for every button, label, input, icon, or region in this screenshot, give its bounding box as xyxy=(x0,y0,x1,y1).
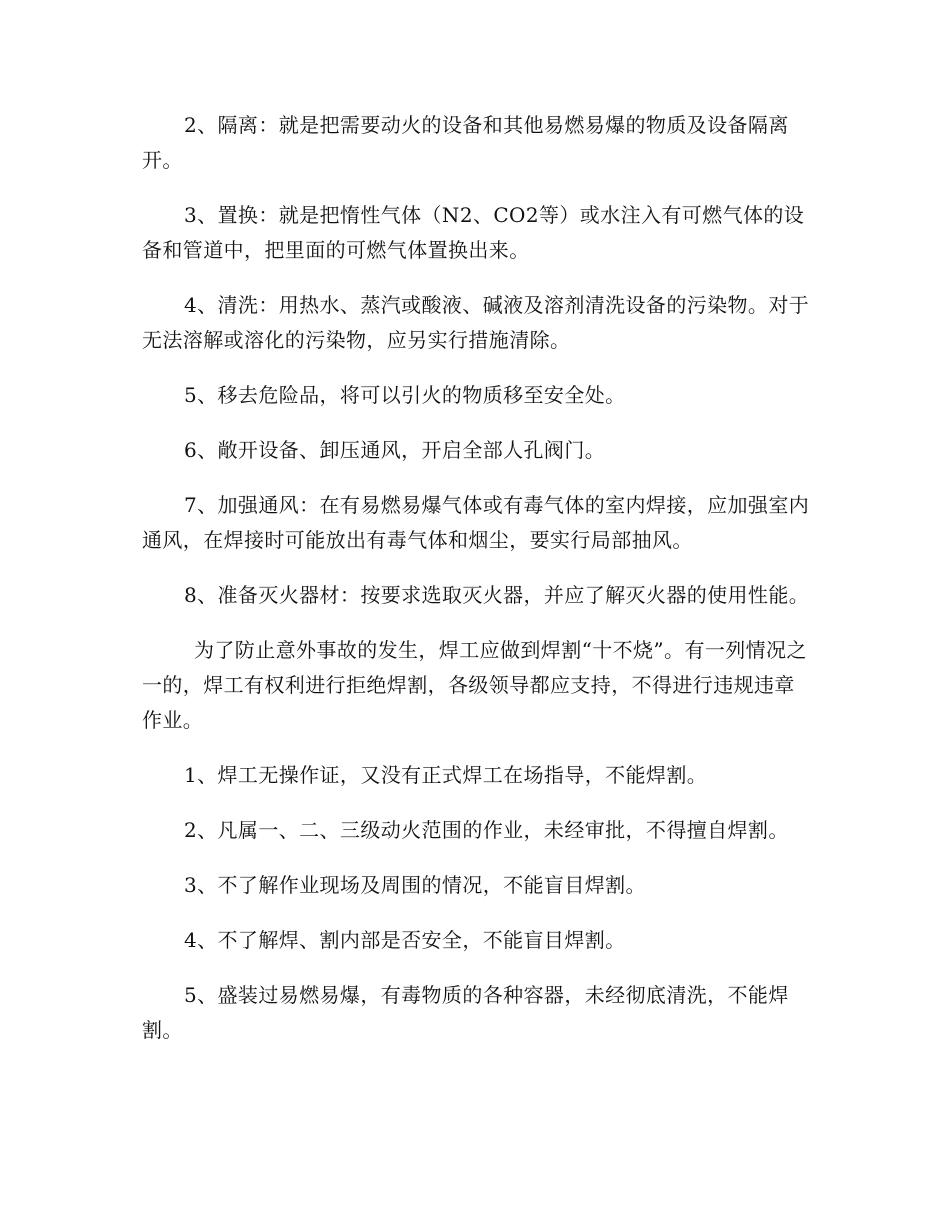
paragraph-isolation: 2、隔离：就是把需要动火的设备和其他易燃易爆的物质及设备隔离开。 xyxy=(142,113,789,172)
document-body xyxy=(142,108,810,1068)
paragraph-rule-4: 4、不了解焊、割内部是否安全，不能盲目焊割。 xyxy=(184,928,626,952)
paragraph-cleaning: 4、清洗：用热水、蒸汽或酸液、碱液及溶剂清洗设备的污染物。对于无法溶解或溶化的污染物，应另实行措施清除。 xyxy=(142,293,810,352)
paragraph-replacement: 3、置换：就是把惰性气体（N2、CO2等）或水注入有可燃气体的设备和管道中，把里面的可燃气体置换出来。 xyxy=(142,203,805,262)
paragraph-rule-1: 1、焊工无操作证，又没有正式焊工在场指导，不能焊割。 xyxy=(184,763,708,787)
paragraph-rule-3: 3、不了解作业现场及周围的情况，不能盲目焊割。 xyxy=(184,873,646,897)
paragraph-fire-equipment: 8、准备灭火器材：按要求选取灭火器，并应了解灭火器的使用性能。 xyxy=(184,583,810,607)
paragraph-remove-hazards: 5、移去危险品，将可以引火的物质移至安全处。 xyxy=(184,383,626,407)
paragraph-rule-5: 5、盛装过易燃易爆，有毒物质的各种容器，未经彻底清洗，不能焊割。 xyxy=(142,983,789,1042)
paragraph-ten-no-burn-intro: 为了防止意外事故的发生，焊工应做到焊割“十不烧”。有一列情况之一的，焊工有权利进行拒绝焊割，各级领导都应支持，不得进行违规违章作业。 xyxy=(142,638,807,732)
paragraph-rule-2: 2、凡属一、二、三级动火范围的作业，未经审批，不得擅自焊割。 xyxy=(184,818,789,842)
paragraph-ventilation: 7、加强通风：在有易燃易爆气体或有毒气体的室内焊接，应加强室内通风，在焊接时可能放出有毒气体和烟尘，要实行局部抽风。 xyxy=(142,493,810,552)
paragraph-open-equipment: 6、敞开设备、卸压通风，开启全部人孔阀门。 xyxy=(184,438,606,462)
